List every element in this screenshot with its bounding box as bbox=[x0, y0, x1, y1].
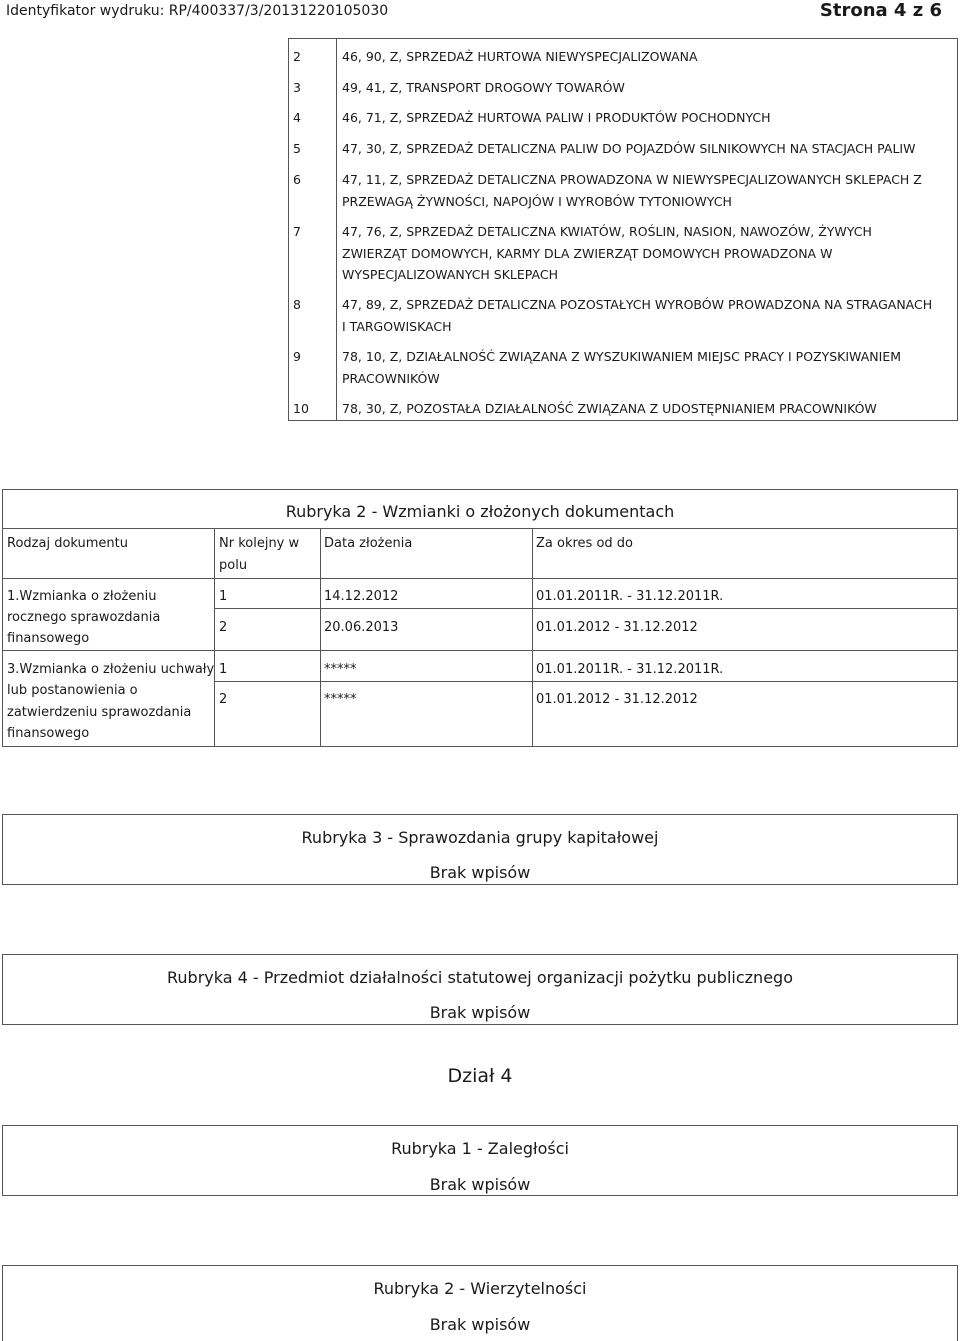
data-zlozenia: ***** bbox=[324, 662, 357, 677]
brak-wpisow: Brak wpisów bbox=[429, 863, 531, 882]
page-number: Strona 4 z 6 bbox=[819, 0, 942, 21]
column-divider bbox=[532, 528, 533, 747]
row-text: PRACOWNIKÓW bbox=[342, 370, 440, 386]
za-okres: 01.01.2012 - 31.12.2012 bbox=[536, 692, 698, 707]
dzial-title: Dział 4 bbox=[447, 1065, 513, 1087]
row-divider bbox=[214, 681, 957, 682]
row-text: 46, 71, Z, SPRZEDAŻ HURTOWA PALIW I PRODUKTÓW POCHODNYCH bbox=[342, 110, 771, 125]
row-number: 9 bbox=[293, 349, 301, 364]
brak-wpisow: Brak wpisów bbox=[429, 1003, 531, 1022]
nr-kolejny: 2 bbox=[219, 620, 228, 635]
column-divider bbox=[320, 528, 321, 747]
row-divider bbox=[3, 528, 957, 529]
row-number: 5 bbox=[293, 141, 301, 156]
row-text: I TARGOWISKACH bbox=[342, 318, 452, 334]
row-text: 46, 90, Z, SPRZEDAŻ HURTOWA NIEWYSPECJALIZOWANA bbox=[342, 49, 698, 64]
row-number: 7 bbox=[293, 224, 301, 239]
za-okres: 01.01.2011R. - 31.12.2011R. bbox=[536, 589, 724, 604]
data-zlozenia: 20.06.2013 bbox=[324, 620, 399, 635]
rodzaj-dokumentu: lub postanowienia o bbox=[7, 683, 138, 698]
brak-wpisow: Brak wpisów bbox=[429, 1175, 531, 1194]
zaleglosci-box bbox=[2, 1125, 958, 1196]
rodzaj-dokumentu: finansowego bbox=[7, 726, 90, 741]
row-text: 78, 30, Z, POZOSTAŁA DZIAŁALNOŚĆ ZWIĄZANA Z UDOSTĘPNIANIEM PRACOWNIKÓW bbox=[342, 401, 877, 416]
row-text: WYSPECJALIZOWANYCH SKLEPACH bbox=[342, 267, 558, 282]
header-rodzaj: Rodzaj dokumentu bbox=[7, 536, 128, 551]
row-text: 49, 41, Z, TRANSPORT DROGOWY TOWARÓW bbox=[342, 80, 625, 95]
print-identifier: Identyfikator wydruku: RP/400337/3/20131220105030 bbox=[6, 3, 389, 19]
rubryka4-box bbox=[2, 954, 958, 1025]
column-divider bbox=[336, 39, 337, 420]
header-data-zlozenia: Data złożenia bbox=[324, 536, 413, 551]
za-okres: 01.01.2012 - 31.12.2012 bbox=[536, 620, 698, 635]
section-title: Rubryka 2 - Wzmianki o złożonych dokumentach bbox=[285, 502, 675, 521]
nr-kolejny: 1 bbox=[219, 662, 228, 677]
wzmianki-table bbox=[2, 489, 958, 747]
data-zlozenia: 14.12.2012 bbox=[324, 589, 399, 604]
za-okres: 01.01.2011R. - 31.12.2011R. bbox=[536, 662, 724, 677]
rodzaj-dokumentu: 1.Wzmianka o złożeniu bbox=[7, 589, 157, 604]
row-divider bbox=[3, 578, 957, 579]
row-number: 6 bbox=[293, 172, 301, 187]
column-divider bbox=[214, 528, 215, 747]
rubryka3-box bbox=[2, 814, 958, 885]
row-number: 8 bbox=[293, 297, 301, 312]
row-text: 47, 76, Z, SPRZEDAŻ DETALICZNA KWIATÓW, ROŚLIN, NASION, NAWOZÓW, ŻYWYCH bbox=[342, 224, 872, 239]
data-zlozenia: ***** bbox=[324, 692, 357, 707]
section-title: Rubryka 4 - Przedmiot działalności statutowej organizacji pożytku publicznego bbox=[167, 968, 793, 987]
row-divider bbox=[3, 650, 957, 651]
brak-wpisow: Brak wpisów bbox=[429, 1315, 531, 1334]
row-text: ZWIERZĄT DOMOWYCH, KARMY DLA ZWIERZĄT DOMOWYCH PROWADZONA W bbox=[342, 245, 833, 261]
row-divider bbox=[214, 608, 957, 609]
section-title: Rubryka 3 - Sprawozdania grupy kapitałowej bbox=[301, 828, 659, 847]
row-number: 3 bbox=[293, 80, 301, 95]
header-nr-kolejny-line2: polu bbox=[219, 558, 248, 573]
row-text: PRZEWAGĄ ŻYWNOŚCI, NAPOJÓW I WYROBÓW TYTONIOWYCH bbox=[342, 193, 732, 209]
row-text: 47, 89, Z, SPRZEDAŻ DETALICZNA POZOSTAŁYCH WYROBÓW PROWADZONA NA STRAGANACH bbox=[342, 297, 933, 312]
rodzaj-dokumentu: finansowego bbox=[7, 631, 90, 646]
row-number: 10 bbox=[293, 401, 309, 416]
row-text: 47, 11, Z, SPRZEDAŻ DETALICZNA PROWADZONA W NIEWYSPECJALIZOWANYCH SKLEPACH Z bbox=[342, 172, 922, 187]
header-za-okres: Za okres od do bbox=[536, 536, 633, 551]
nr-kolejny: 2 bbox=[219, 692, 228, 707]
nr-kolejny: 1 bbox=[219, 589, 228, 604]
wierzytelnosci-box bbox=[2, 1265, 958, 1341]
row-number: 2 bbox=[293, 49, 301, 64]
rodzaj-dokumentu: 3.Wzmianka o złożeniu uchwały bbox=[7, 662, 215, 677]
pkd-table bbox=[288, 38, 958, 421]
rodzaj-dokumentu: rocznego sprawozdania bbox=[7, 610, 161, 625]
row-number: 4 bbox=[293, 110, 301, 125]
row-text: 78, 10, Z, DZIAŁALNOŚĆ ZWIĄZANA Z WYSZUKIWANIEM MIEJSC PRACY I POZYSKIWANIEM bbox=[342, 349, 901, 364]
header-nr-kolejny: Nr kolejny w bbox=[219, 536, 300, 551]
section-title: Rubryka 2 - Wierzytelności bbox=[373, 1279, 587, 1298]
section-title: Rubryka 1 - Zaległości bbox=[391, 1139, 569, 1158]
rodzaj-dokumentu: zatwierdzeniu sprawozdania bbox=[7, 705, 192, 720]
row-text: 47, 30, Z, SPRZEDAŻ DETALICZNA PALIW DO POJAZDÓW SILNIKOWYCH NA STACJACH PALIW bbox=[342, 141, 916, 156]
